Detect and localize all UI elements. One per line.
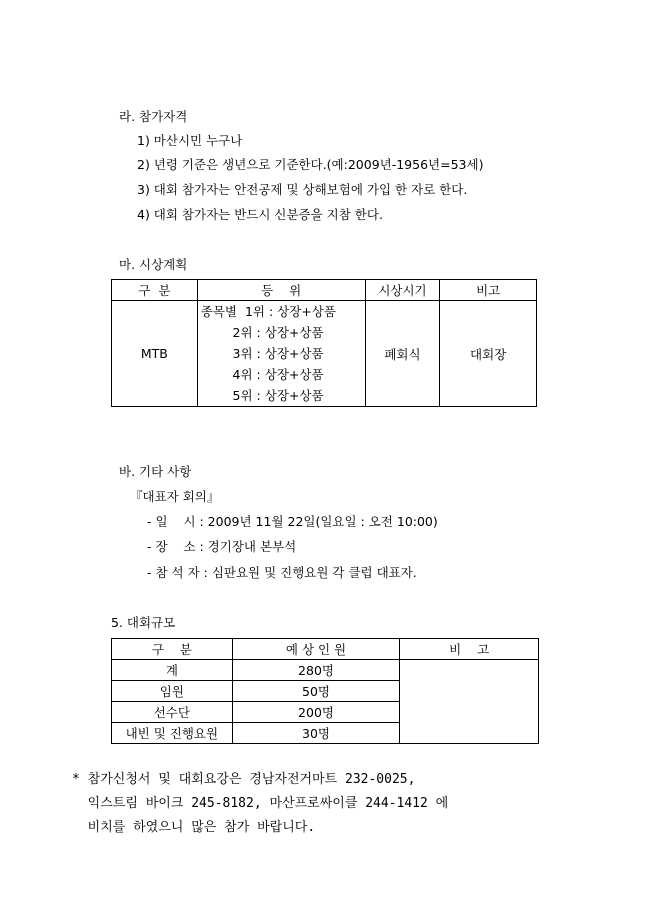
scale-row-label: 선수단 — [112, 702, 233, 723]
eligibility-item: 1) 마산시민 누구나 — [137, 133, 243, 148]
awards-timing-cell: 폐회식 — [365, 301, 440, 407]
footnote-line: 비치를 하였으니 많은 참가 바랍니다. — [72, 820, 316, 835]
awards-header-category: 구 분 — [112, 280, 198, 301]
scale-row-value: 30명 — [232, 723, 400, 744]
awards-rank-line: 5위 : 상장+상품 — [200, 388, 324, 403]
section-5-heading: 5. 대회규모 — [111, 615, 176, 630]
eligibility-item: 3) 대회 참가자는 안전공제 및 상해보험에 가입 한 자로 한다. — [137, 182, 468, 197]
awards-remark-cell: 대회장 — [440, 301, 537, 407]
meeting-detail: - 참 석 자 : 심판요원 및 진행요원 각 클럽 대표자. — [147, 565, 417, 580]
footnote-line: * 참가신청서 및 대회요강은 경남자전거마트 232-0025, — [72, 772, 416, 787]
awards-header-timing: 시상시기 — [365, 280, 440, 301]
eligibility-item: 2) 년령 기준은 생년으로 기준한다.(예:2009년-1956년=53세) — [137, 157, 484, 172]
scale-header-remark: 비 고 — [400, 639, 539, 660]
awards-category-cell: MTB — [112, 301, 198, 407]
awards-header-remark: 비고 — [440, 280, 537, 301]
scale-row-value: 280명 — [232, 660, 400, 681]
section-ra-heading: 라. 참가자격 — [119, 109, 188, 124]
meeting-title: 『대표자 회의』 — [130, 489, 220, 504]
scale-header-category: 구 분 — [112, 639, 233, 660]
awards-rank-line: 4위 : 상장+상품 — [200, 367, 324, 382]
awards-table — [111, 279, 537, 407]
scale-table — [111, 638, 539, 744]
section-ma-heading: 마. 시상계획 — [119, 257, 188, 272]
footnote-line: 익스트림 바이크 245-8182, 마산프로싸이클 244-1412 에 — [72, 796, 449, 811]
scale-row-label: 임원 — [112, 681, 233, 702]
scale-row-label: 계 — [112, 660, 233, 681]
scale-header-expected: 예 상 인 원 — [232, 639, 400, 660]
meeting-detail: - 장 소 : 경기장내 본부석 — [147, 539, 297, 554]
section-ba-heading: 바. 기타 사항 — [119, 464, 192, 479]
scale-remark-cell — [400, 660, 539, 744]
awards-rank-line: 종목별 1위 : 상장+상품 — [200, 304, 336, 319]
eligibility-item: 4) 대회 참가자는 반드시 신분증을 지참 한다. — [137, 207, 383, 222]
scale-row-value: 200명 — [232, 702, 400, 723]
scale-row-label: 내빈 및 진행요원 — [112, 723, 233, 744]
scale-row-value: 50명 — [232, 681, 400, 702]
awards-rank-line: 2위 : 상장+상품 — [200, 325, 324, 340]
meeting-detail: - 일 시 : 2009년 11월 22일(일요일 : 오전 10:00) — [147, 514, 438, 529]
awards-header-rank: 등 위 — [197, 280, 365, 301]
awards-rank-line: 3위 : 상장+상품 — [200, 346, 324, 361]
awards-rank-cell — [197, 301, 365, 407]
